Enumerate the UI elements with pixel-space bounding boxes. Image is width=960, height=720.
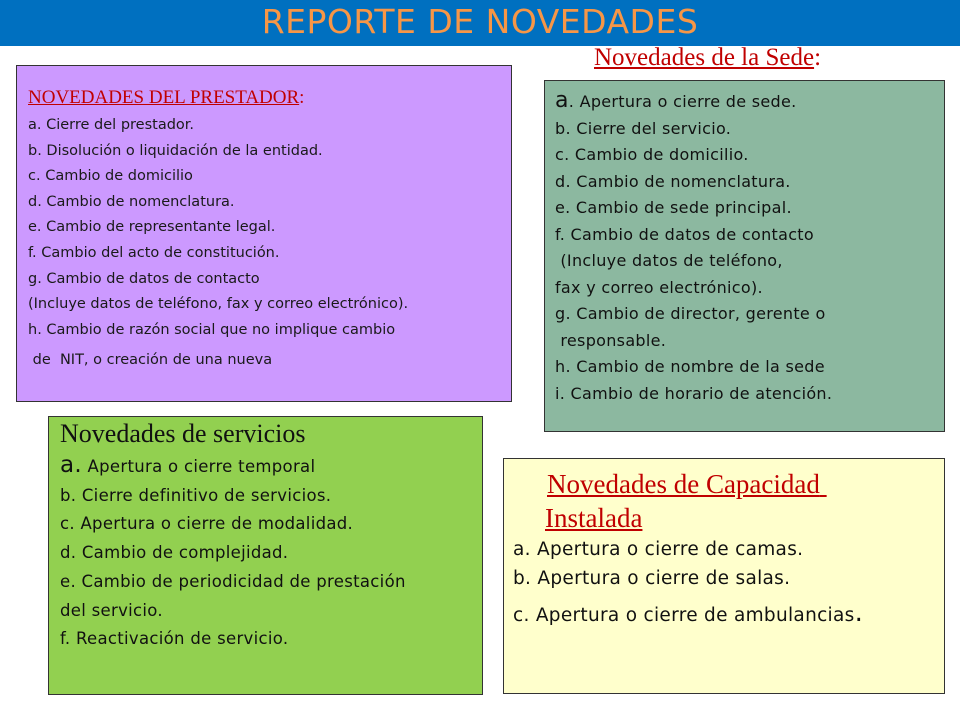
prestador-item: h. Cambio de razón social que no implique cambio — [28, 321, 396, 338]
sede-item: d. Cambio de nomenclatura. — [555, 171, 791, 191]
sede-item: f. Cambio de datos de contacto — [555, 224, 814, 244]
prestador-box — [16, 65, 512, 402]
prestador-item: de NIT, o creación de una nueva — [28, 352, 273, 369]
servicios-item: c. Apertura o cierre de modalidad. — [60, 514, 354, 534]
sede-item: h. Cambio de nombre de la sede — [555, 357, 825, 376]
servicios-item: f. Reactivación de servicio. — [60, 629, 289, 649]
prestador-item: f. Cambio del acto de constitución. — [28, 244, 280, 261]
sede-title: Novedades de la Sede: — [594, 44, 822, 71]
capacidad-item: c. Apertura o cierre de ambulancias. — [513, 598, 864, 628]
prestador-item: (Incluye datos de teléfono, fax y correo electrónico). — [28, 296, 409, 313]
sede-box — [544, 80, 945, 432]
prestador-item: b. Disolución o liquidación de la entidad. — [28, 142, 323, 159]
sede-item: c. Cambio de domicilio. — [555, 145, 749, 164]
sede-item: i. Cambio de horario de atención. — [555, 383, 833, 403]
sede-item: fax y correo electrónico). — [555, 277, 763, 297]
capacidad-item: a. Apertura o cierre de camas. — [513, 539, 804, 560]
servicios-item: e. Cambio de periodicidad de prestación — [60, 571, 406, 591]
sede-item: a. Apertura o cierre de sede. — [555, 88, 797, 113]
servicios-item: b. Cierre definitivo de servicios. — [60, 485, 332, 505]
prestador-item: e. Cambio de representante legal. — [28, 219, 276, 236]
prestador-item: a. Cierre del prestador. — [28, 117, 195, 133]
sede-item: g. Cambio de director, gerente o — [555, 304, 826, 323]
capacidad-item: b. Apertura o cierre de salas. — [513, 568, 791, 589]
prestador-item: g. Cambio de datos de contacto — [28, 270, 260, 287]
servicios-item: del servicio. — [60, 600, 163, 620]
prestador-item: c. Cambio de domicilio — [28, 168, 193, 185]
sede-item: (Incluye datos de teléfono, — [555, 251, 783, 270]
sede-item: e. Cambio de sede principal. — [555, 198, 792, 217]
capacidad-box — [503, 458, 945, 694]
capacidad-title: Novedades de Capacidad — [547, 469, 820, 499]
sede-item: responsable. — [555, 330, 667, 350]
servicios-item: d. Cambio de complejidad. — [60, 543, 289, 563]
capacidad-title-line2: Instalada — [545, 503, 643, 533]
sede-item: b. Cierre del servicio. — [555, 118, 732, 138]
servicios-box — [48, 416, 483, 695]
header-bar — [0, 0, 960, 46]
servicios-title: Novedades de servicios — [60, 419, 306, 448]
prestador-title: NOVEDADES DEL PRESTADOR: — [28, 87, 305, 108]
page-title: REPORTE DE NOVEDADES — [261, 2, 699, 41]
servicios-item: a. Apertura o cierre temporal — [60, 452, 316, 478]
prestador-item: d. Cambio de nomenclatura. — [28, 193, 235, 210]
